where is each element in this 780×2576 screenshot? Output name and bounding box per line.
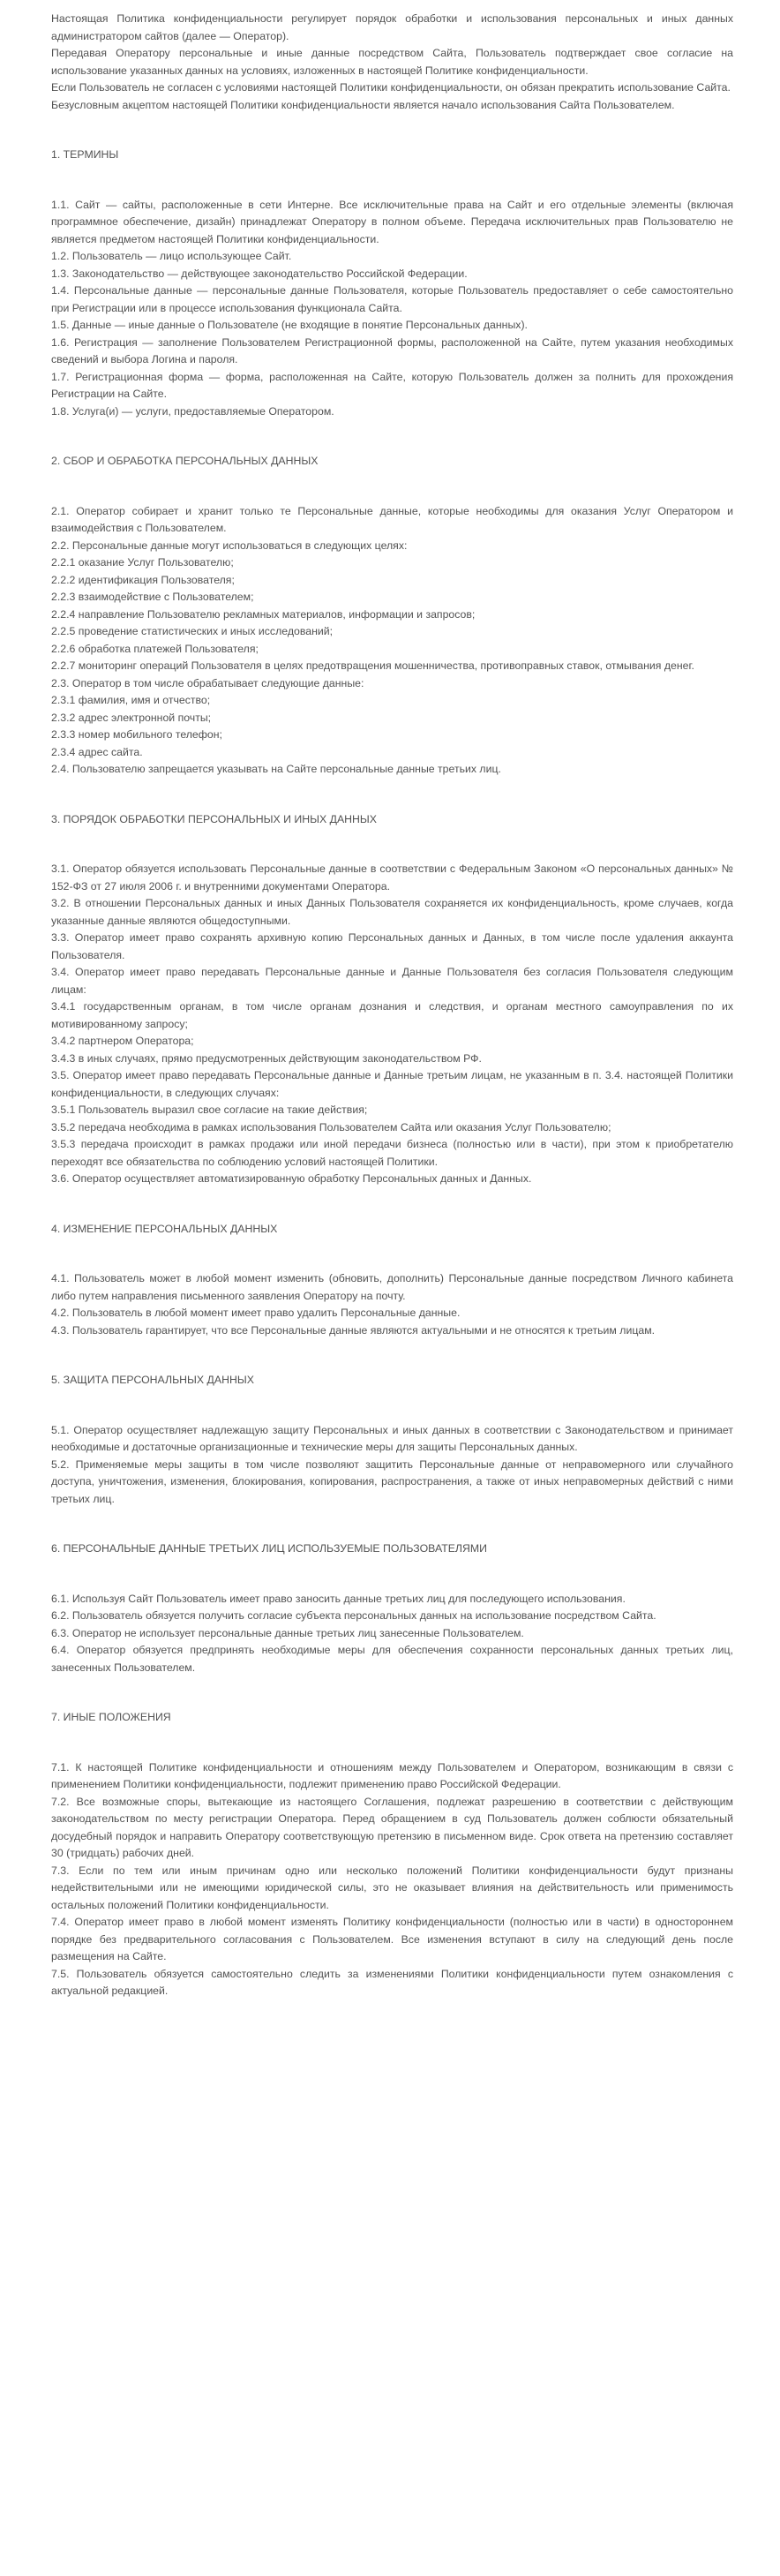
clause: 7.1. К настоящей Политике конфиденциальности и отношениям между Пользователем и Оператором, возникающим в связи с применением Политики конфиденциальности, подлежит применению право Российской Федерации. bbox=[51, 1760, 733, 1790]
clause: 5.1. Оператор осуществляет надлежащую защиту Персональных и иных данных в соответствии с Законодательством и принимает необходимые и достаточные организационные и технические меры для защиты Персональных данных. bbox=[51, 1423, 733, 1453]
section-third-party bbox=[51, 1591, 733, 1677]
intro-paragraph: Передавая Оператору персональные и иные данные посредством Сайта, Пользователь подтверждает свое согласие на использование указанных данных на условиях, изложенных в настоящей Политике конфиденциальности. bbox=[51, 47, 733, 77]
clause: 2.1. Оператор собирает и хранит только те Персональные данные, которые необходимы для оказания Услуг Оператором и взаимодействия с Пользователем. bbox=[51, 504, 733, 534]
clause: 3.4. Оператор имеет право передавать Персональные данные и Данные Пользователя без согласия Пользователя следующим лицам: bbox=[51, 966, 733, 996]
section-other bbox=[51, 1759, 733, 2000]
clause: 7.5. Пользователь обязуется самостоятельно следить за изменениями Политики конфиденциальности путем ознакомления с актуальной редакцией. bbox=[51, 1967, 733, 1997]
section-processing bbox=[51, 861, 733, 1188]
clause: 3.6. Оператор осуществляет автоматизированную обработку Персональных данных и Данных. bbox=[51, 1172, 532, 1185]
section-title-changes: 4. ИЗМЕНЕНИЕ ПЕРСОНАЛЬНЫХ ДАННЫХ bbox=[51, 1222, 278, 1235]
intro-paragraph: Если Пользователь не согласен с условиями настоящей Политики конфиденциальности, он обязан прекратить использование Сайта. bbox=[51, 81, 731, 94]
section-protection bbox=[51, 1422, 733, 1509]
clause: 1.3. Законодательство — действующее законодательство Российской Федерации. bbox=[51, 267, 468, 280]
clause: 3.2. В отношении Персональных данных и иных Данных Пользователя сохраняется их конфиденциальность, кроме случаев, когда указанные данные являются общедоступными. bbox=[51, 897, 733, 927]
clause: 7.2. Все возможные споры, вытекающие из настоящего Соглашения, подлежат разрешению в соответствии с действующим законодательством по месту регистрации Оператора. Перед обращением в суд Пользователь должен соблюсти обязательный досудебный порядок и направить Оператору соответствующую претензию в письменном виде. Срок ответа на претензию составляет 30 (тридцать) рабочих дней. bbox=[51, 1795, 733, 1859]
clause: 2.2. Персональные данные могут использоваться в следующих целях: bbox=[51, 539, 408, 552]
clause: 2.3.3 номер мобильного телефон; bbox=[51, 728, 222, 741]
clause: 3.1. Оператор обязуется использовать Персональные данные в соответствии с Федеральным Законом «О персональных данных» № 152-ФЗ от 27 июля 2006 г. и внутренними документами Оператора. bbox=[51, 862, 733, 893]
section-terms bbox=[51, 197, 733, 421]
clause: 3.4.2 партнером Оператора; bbox=[51, 1035, 194, 1047]
clause: 2.3.2 адрес электронной почты; bbox=[51, 711, 212, 724]
clause: 2.2.3 взаимодействие с Пользователем; bbox=[51, 591, 254, 603]
clause: 2.2.7 мониторинг операций Пользователя в целях предотвращения мошенничества, противоправных ставок, отмывания денег. bbox=[51, 659, 694, 672]
clause: 3.4.1 государственным органам, в том числе органам дознания и следствия, и органам местного самоуправления по их мотивированному запросу; bbox=[51, 1000, 733, 1030]
clause: 2.2.2 идентификация Пользователя; bbox=[51, 573, 235, 586]
clause: 4.3. Пользователь гарантирует, что все Персональные данные являются актуальными и не относятся к третьим лицам. bbox=[51, 1323, 656, 1337]
clause: 2.3.1 фамилия, имя и отчество; bbox=[51, 694, 211, 706]
section-title-protection: 5. ЗАЩИТА ПЕРСОНАЛЬНЫХ ДАННЫХ bbox=[51, 1374, 254, 1386]
clause: 1.1. Сайт — сайты, расположенные в сети Интерне. Все исключительные права на Сайт и его отдельные элементы (включая программное обеспечение, дизайн) принадлежат Оператору в полном объеме. Передача исключительных прав Пользователю не является предметом настоящей Политики конфиденциальности. bbox=[51, 198, 733, 245]
clause: 2.2.4 направление Пользователю рекламных материалов, информации и запросов; bbox=[51, 607, 476, 621]
section-title-other: 7. ИНЫЕ ПОЛОЖЕНИЯ bbox=[51, 1711, 171, 1723]
clause: 5.2. Применяемые меры защиты в том числе позволяют защитить Персональные данные от неправомерного или случайного доступа, уничтожения, изменения, блокирования, копирования, распространения, а также от иных неправомерных действий с ними третьих лиц. bbox=[51, 1457, 733, 1505]
clause: 1.6. Регистрация — заполнение Пользователем Регистрационной формы, расположенной на Сайте, путем указания необходимых сведений и выбора Логина и пароля. bbox=[51, 335, 733, 365]
clause: 3.5. Оператор имеет право передавать Персональные данные и Данные третьим лицам, не указанным в п. 3.4. настоящей Политики конфиденциальности, в следующих случаях: bbox=[51, 1069, 733, 1099]
clause: 6.2. Пользователь обязуется получить согласие субъекта персональных данных на использование посредством Сайта. bbox=[51, 1609, 656, 1622]
clause: 1.4. Персональные данные — персональные данные Пользователя, которые Пользователь предоставляет о себе самостоятельно при Регистрации или в процессе использования функционала Сайта. bbox=[51, 284, 733, 314]
clause: 6.4. Оператор обязуется предпринять необходимые меры для обеспечения сохранности персональных данных третьих лиц, занесенных Пользователем. bbox=[51, 1644, 733, 1674]
clause: 1.8. Услуга(и) — услуги, предоставляемые Оператором. bbox=[51, 404, 334, 418]
clause: 7.3. Если по тем или иным причинам одно или несколько положений Политики конфиденциальности будут признаны недействительными или не имеющими юридической силы, это не оказывает влияния на действительность или применимость остальных положений Политики конфиденциальности. bbox=[51, 1864, 733, 1911]
section-changes bbox=[51, 1270, 733, 1339]
intro-paragraph: Настоящая Политика конфиденциальности регулирует порядок обработки и использования персональных и иных данных администратором сайтов (далее — Оператор). bbox=[51, 12, 733, 42]
clause: 2.2.5 проведение статистических и иных исследований; bbox=[51, 625, 334, 637]
clause: 2.3.4 адрес сайта. bbox=[51, 745, 143, 758]
clause: 2.3. Оператор в том числе обрабатывает следующие данные: bbox=[51, 676, 364, 689]
section-title-terms: 1. ТЕРМИНЫ bbox=[51, 148, 119, 161]
clause: 4.2. Пользователь в любой момент имеет право удалить Персональные данные. bbox=[51, 1307, 461, 1319]
clause: 3.3. Оператор имеет право сохранять архивную копию Персональных данных и Данных, в том числе после удаления аккаунта Пользователя. bbox=[51, 931, 733, 961]
section-collection bbox=[51, 503, 733, 779]
section-title-collection: 2. СБОР И ОБРАБОТКА ПЕРСОНАЛЬНЫХ ДАННЫХ bbox=[51, 455, 319, 467]
clause: 4.1. Пользователь может в любой момент изменить (обновить, дополнить) Персональные данные посредством Личного кабинета либо путем направления письменного заявления Оператору на почту. bbox=[51, 1272, 733, 1302]
section-title-processing: 3. ПОРЯДОК ОБРАБОТКИ ПЕРСОНАЛЬНЫХ И ИНЫХ ДАННЫХ bbox=[51, 812, 378, 825]
clause: 2.2.1 оказание Услуг Пользователю; bbox=[51, 556, 234, 569]
clause: 6.3. Оператор не использует персональные данные третьих лиц занесенные Пользователем. bbox=[51, 1626, 524, 1639]
clause: 6.1. Используя Сайт Пользователь имеет право заносить данные третьих лиц для последующего использования. bbox=[51, 1592, 626, 1605]
clause: 1.5. Данные — иные данные о Пользователе (не входящие в понятие Персональных данных). bbox=[51, 319, 528, 331]
clause: 1.2. Пользователь — лицо использующее Сайт. bbox=[51, 250, 292, 262]
clause: 3.4.3 в иных случаях, прямо предусмотренных действующим законодательством РФ. bbox=[51, 1051, 482, 1065]
clause: 3.5.2 передача необходима в рамках использования Пользователем Сайта или оказания Услуг Пользователю; bbox=[51, 1120, 611, 1134]
clause: 3.5.3 передача происходит в рамках продажи или иной передачи бизнеса (полностью или в части), при этом к приобретателю переходят все обязательства по соблюдению условий настоящей Политики. bbox=[51, 1138, 733, 1168]
clause: 2.4. Пользователю запрещается указывать на Сайте персональные данные третьих лиц. bbox=[51, 763, 501, 775]
clause: 7.4. Оператор имеет право в любой момент изменять Политику конфиденциальности (полностью или в части) в одностороннем порядке без предварительного согласования с Пользователем. Все изменения вступают в силу на следующий день после размещения на Сайте. bbox=[51, 1916, 733, 1962]
clause: 2.2.6 обработка платежей Пользователя; bbox=[51, 642, 259, 655]
intro-paragraph: Безусловным акцептом настоящей Политики конфиденциальности является начало использования Сайта Пользователем. bbox=[51, 98, 675, 111]
section-title-third-party: 6. ПЕРСОНАЛЬНЫЕ ДАННЫЕ ТРЕТЬИХ ЛИЦ ИСПОЛЬЗУЕМЫЕ ПОЛЬЗОВАТЕЛЯМИ bbox=[51, 1542, 487, 1555]
clause: 3.5.1 Пользователь выразил свое согласие на такие действия; bbox=[51, 1103, 368, 1116]
intro-block bbox=[51, 11, 733, 114]
clause: 1.7. Регистрационная форма — форма, расположенная на Сайте, которую Пользователь должен за полнить для прохождения Регистрации на Сайте. bbox=[51, 370, 733, 400]
